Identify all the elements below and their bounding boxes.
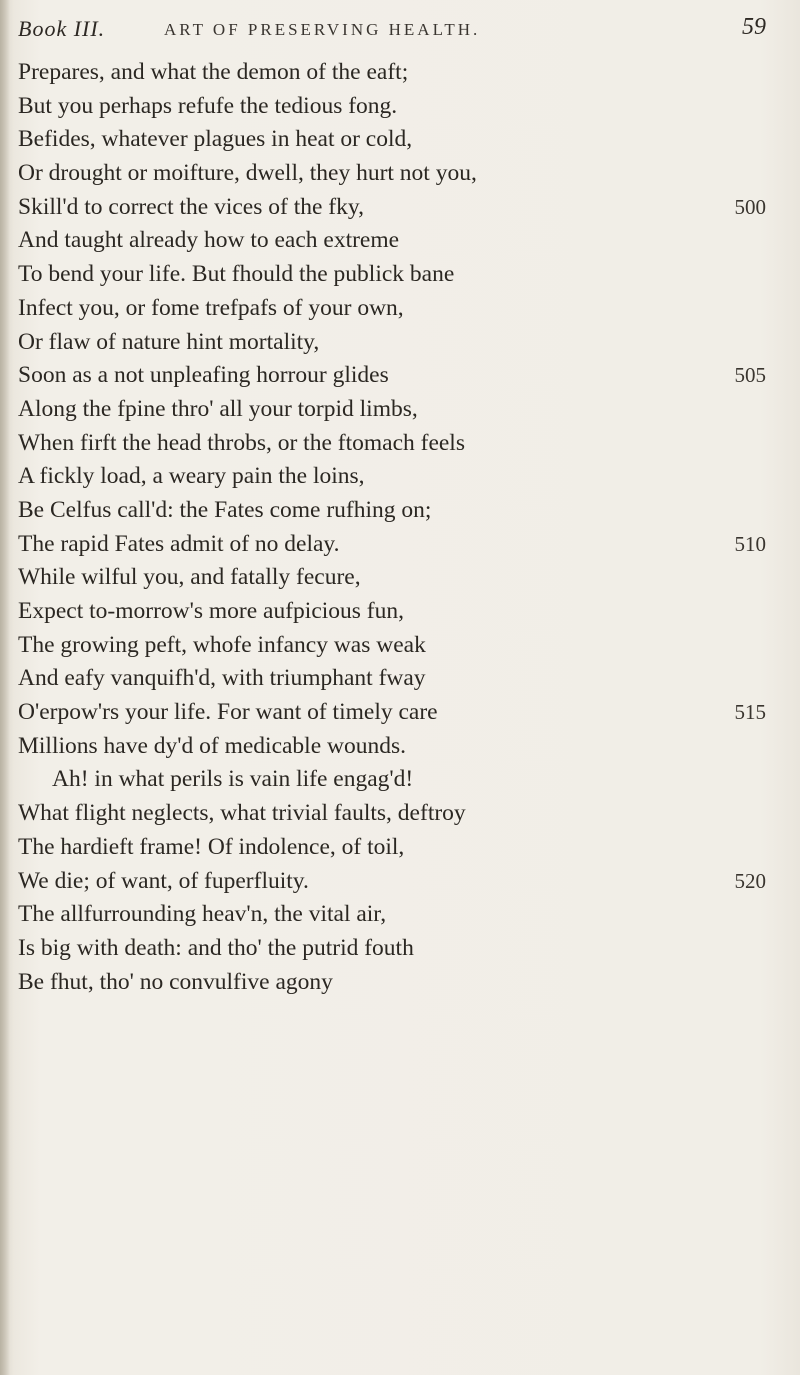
verse-line	[18, 629, 788, 663]
verse-line	[18, 898, 788, 932]
verse-line	[18, 123, 788, 157]
verse-line	[18, 865, 788, 899]
verse-line	[18, 157, 788, 191]
verse-line	[18, 224, 788, 258]
verse-line	[18, 258, 788, 292]
line-number: 500	[734, 194, 766, 219]
verse-line-text: Skill'd to correct the vices of the fky,	[18, 193, 364, 220]
verse-line-text: The rapid Fates admit of no delay.	[18, 530, 340, 557]
verse-line-text: Soon as a not unpleafing horrour glides	[18, 362, 389, 389]
verse-line	[18, 56, 788, 90]
verse-line	[18, 393, 788, 427]
page-gutter-shadow	[0, 0, 10, 1375]
verse-line	[18, 730, 788, 764]
book-label: Book III.	[18, 16, 106, 41]
verse-line	[18, 932, 788, 966]
verse-line-text: A fickly load, a weary pain the loins,	[18, 463, 365, 490]
verse-line-text: O'erpow'rs your life. For want of timely care	[18, 699, 438, 726]
verse-line-text: Or flaw of nature hint mortality,	[18, 328, 320, 355]
verse-line-text: Expect to-morrow's more aufpicious fun,	[18, 598, 405, 624]
verse-line-text: The growing peft, whofe infancy was weak	[18, 631, 426, 658]
verse-line-text: And taught already how to each extreme	[18, 227, 400, 254]
verse-line	[18, 359, 788, 393]
verse-line-text: Infect you, or fome trefpafs of your own,	[18, 294, 404, 321]
line-number: 520	[734, 868, 766, 893]
running-head	[18, 14, 778, 50]
verse-line	[18, 662, 788, 696]
verse-line-text: The allfurrounding heav'n, the vital air,	[18, 901, 387, 928]
verse-line-text: While wilful you, and fatally fecure,	[18, 564, 361, 591]
verse-line-text: Befides, whatever plagues in heat or cold,	[18, 126, 413, 153]
verse-line	[18, 427, 788, 461]
verse-line-text: What flight neglects, what trivial faults, deftroy	[18, 800, 466, 827]
line-number: 510	[734, 531, 766, 556]
verse-line-text: Millions have dy'd of medicable wounds.	[18, 732, 407, 759]
verse-line	[18, 797, 788, 831]
verse-body	[18, 56, 788, 999]
verse-line	[18, 460, 788, 494]
verse-line	[18, 696, 788, 730]
verse-line	[18, 326, 788, 360]
page-number: 59	[742, 14, 766, 40]
verse-line	[18, 831, 788, 865]
verse-line-text: Is big with death: and tho' the putrid fouth	[18, 934, 414, 961]
verse-line	[18, 595, 788, 629]
verse-line-text: But you perhaps refufe the tedious fong.	[18, 92, 398, 119]
verse-line	[18, 90, 788, 124]
verse-line-text: To bend your life. But fhould the publick bane	[18, 261, 455, 288]
verse-line	[18, 191, 788, 225]
verse-line-text: Along the fpine thro' all your torpid limbs,	[18, 395, 418, 422]
verse-line	[18, 292, 788, 326]
verse-line-text: The hardieft frame! Of indolence, of toil,	[18, 833, 405, 860]
verse-line-text: Prepares, and what the demon of the eaft;	[18, 59, 409, 85]
verse-line	[18, 763, 788, 797]
verse-line-text: Be fhut, tho' no convulfive agony	[18, 968, 333, 995]
verse-line-text: Or drought or moifture, dwell, they hurt not you,	[18, 160, 477, 187]
verse-line	[18, 494, 788, 528]
verse-line	[18, 528, 788, 562]
verse-line-text: We die; of want, of fuperfluity.	[18, 867, 309, 894]
verse-line	[18, 966, 788, 1000]
verse-line-text: When firft the head throbs, or the ftomach feels	[18, 429, 465, 456]
running-title: ART OF PRESERVING HEALTH.	[164, 20, 481, 39]
verse-line-text: And eafy vanquifh'd, with triumphant fway	[18, 665, 426, 692]
verse-line-text: Be Celfus call'd: the Fates come rufhing on;	[18, 496, 432, 523]
line-number: 515	[734, 700, 766, 725]
line-number: 505	[734, 363, 766, 388]
verse-line-text: Ah! in what perils is vain life engag'd!	[52, 766, 414, 793]
verse-line	[18, 561, 788, 595]
